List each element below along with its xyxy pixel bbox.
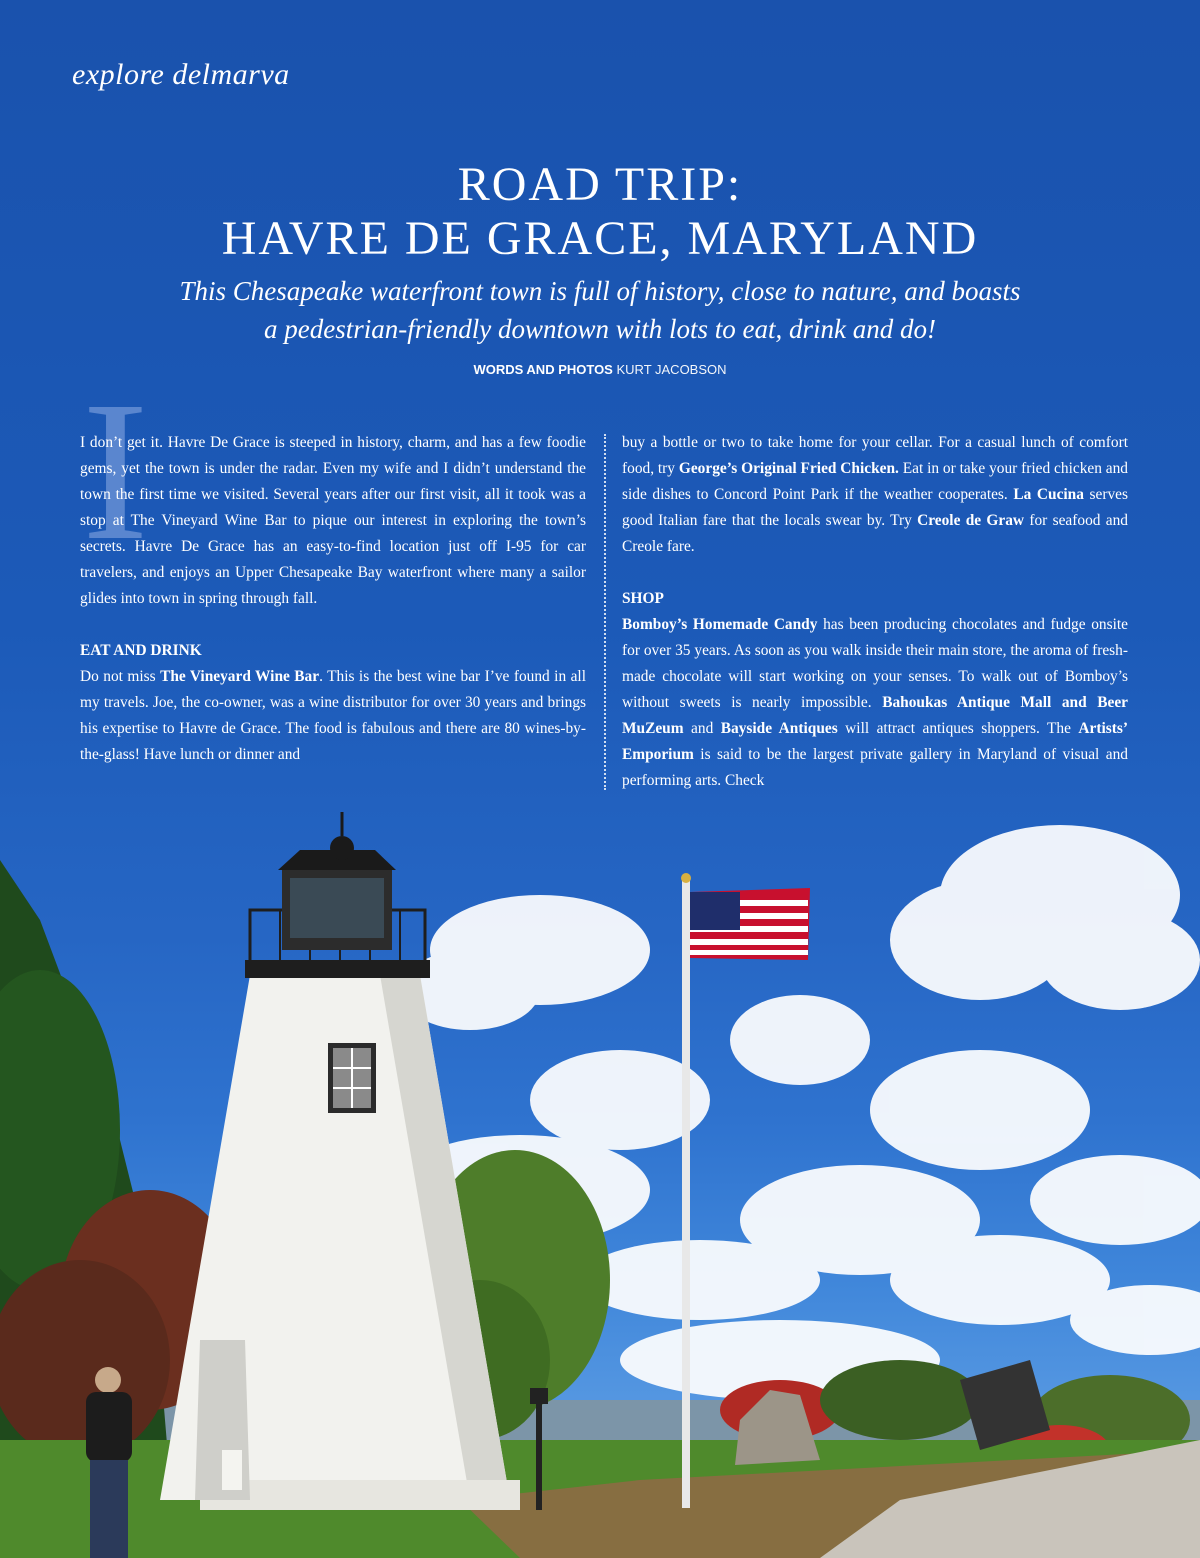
artists-name: Artists’ Emporium [622,720,1128,763]
column-divider [604,434,606,790]
vineyard-name: The Vineyard Wine Bar [160,668,320,685]
subtitle-line-2: a pedestrian-friendly downtown with lots to eat, drink and do! [264,314,936,344]
title-line-2: HAVRE DE GRACE, MARYLAND [221,212,979,265]
eat-heading: EAT AND DRINK [80,642,202,659]
article-subtitle [0,272,1200,348]
cucina-name: La Cucina [1013,486,1084,503]
byline-author: KURT JACOBSON [616,362,727,377]
column-left [80,430,586,768]
bayside-name: Bayside Antiques [720,720,838,737]
bahoukas-name: Bahoukas Antique Mall and Beer MuZeum [622,694,1129,737]
intro-paragraph: I don’t get it. Havre De Grace is steeped in history, charm, and has a few foodie gems, yet the town is under the radar. Even my wife and I didn’t understand the town the first time we visited. Several years after our first visit, all it took was a stop at The Vineyard Wine Bar to pique our interest in exploring the town’s secrets. Havre De Grace has an easy-to-find location just off I-95 for car travelers, and enjoys an Upper Chesapeake Bay waterfront where many a sailor glides into town in spring through fall. [80,434,586,607]
creole-name: Creole de Graw [917,512,1025,529]
drop-cap: I [82,361,149,582]
byline-label: WORDS AND PHOTOS [473,362,613,377]
georges-name: George’s Original Fried Chicken. [678,460,899,477]
shop-heading: SHOP [622,590,664,607]
subtitle-line-1: This Chesapeake waterfront town is full of history, close to nature, and boasts [179,276,1021,306]
title-line-1: ROAD TRIP: [457,158,743,211]
us-flag [690,888,810,960]
article-title [0,158,1200,266]
column-right [622,430,1128,794]
section-tag: explore delmarva [72,58,290,91]
eat-paragraph-part2: buy a bottle or two to take home for your cellar. For a casual lunch of comfort food, try George’s Original Fried Chicken. Eat in or take your fried chicken and side dishes to Concord Point Park if the weather cooperates. La Cucina serves good Italian fare that the locals swear by. Try Creole de Graw for seafood and Creole fare. [622,434,1129,555]
lighthouse-scene [0,800,1200,1558]
bomboys-name: Bomboy’s Homemade Candy [622,616,818,633]
lamp-post [536,1400,542,1510]
bench [222,1450,242,1490]
visitor-person [86,1367,132,1558]
eat-paragraph-part1: Do not miss The Vineyard Wine Bar. This is the best wine bar I’ve found in all my travels. Joe, the co-owner, was a wine distributor for over 30 years and brings his expertise to Havre de Grace. The food is fabulous and there are 80 wines-by-the-glass! Have lunch or dinner and [80,668,586,763]
lighthouse-photo [0,800,1200,1558]
shop-paragraph: Bomboy’s Homemade Candy has been producing chocolates and fudge onsite for over 35 years. As soon as you walk inside their main store, the aroma of fresh-made chocolate will start working on your senses. To walk out of Bomboy’s without sweets is nearly impossible. Bahoukas Antique Mall and Beer MuZeum and Bayside Antiques will attract antiques shoppers. The Artists’ Emporium is said to be the largest private gallery in Maryland of visual and performing arts. Check [622,616,1129,789]
byline [0,362,1200,377]
